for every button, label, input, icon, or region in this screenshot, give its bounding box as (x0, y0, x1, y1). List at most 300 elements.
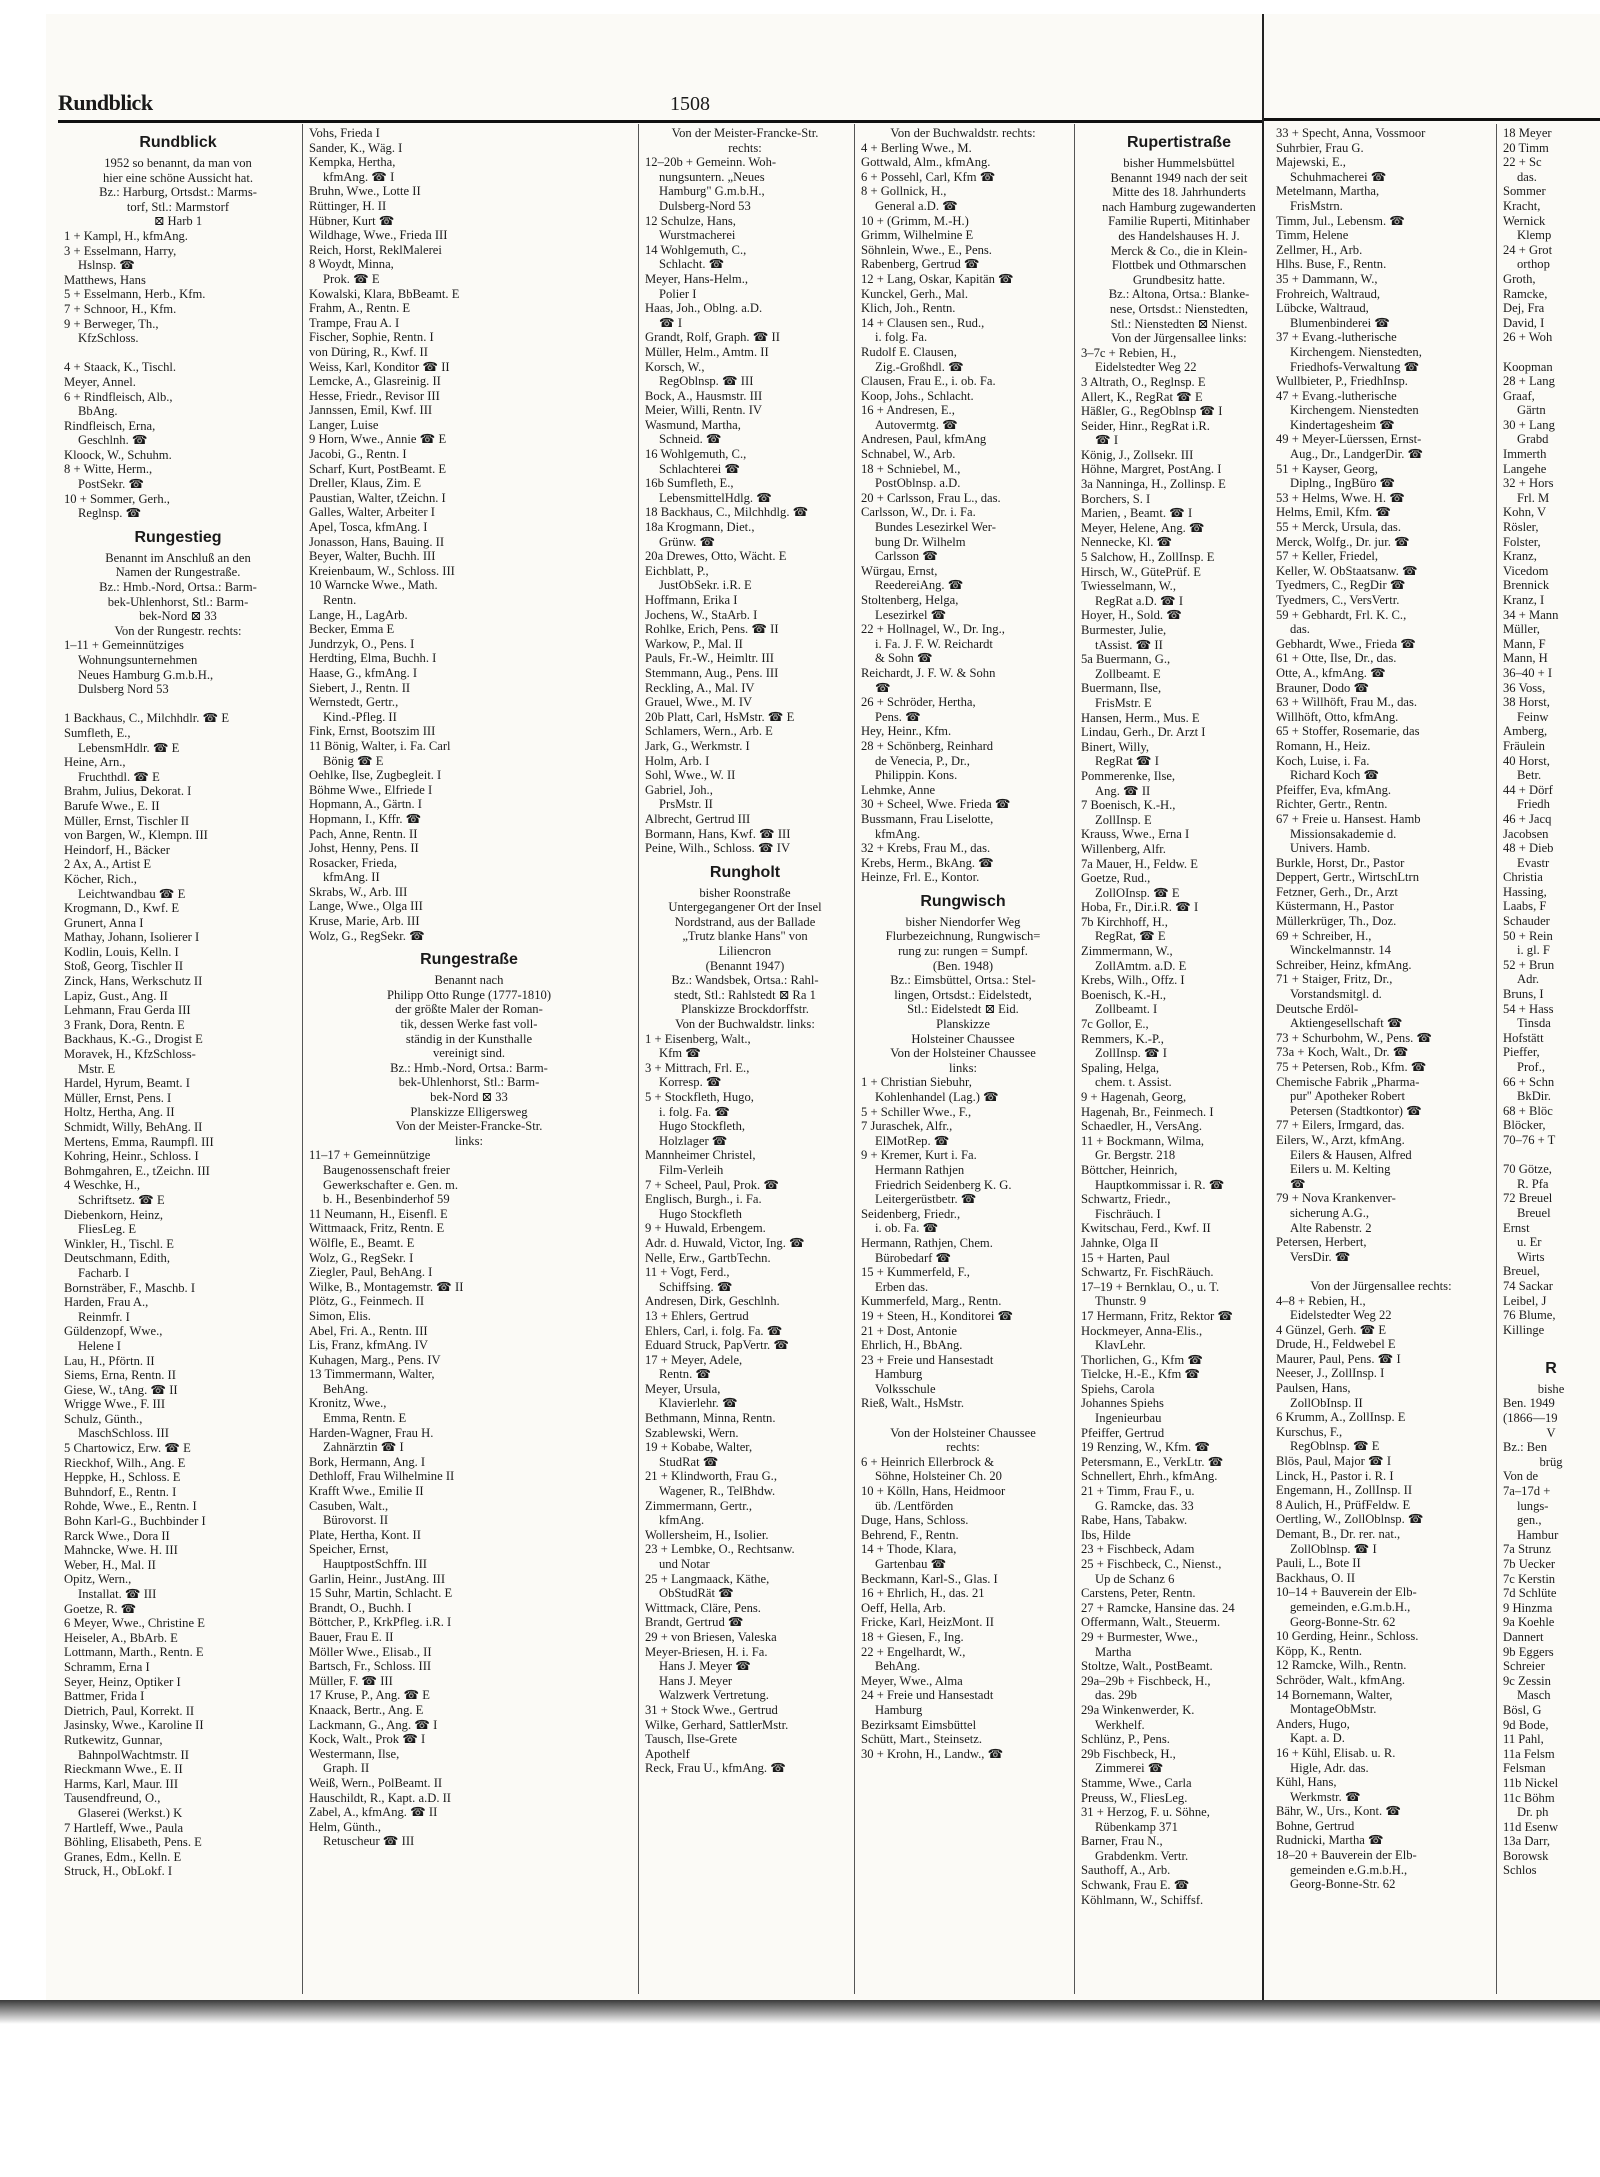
column-4 (854, 124, 1069, 1994)
directory-line: 5a Buermann, G., (1081, 652, 1171, 667)
directory-line: Koch, Luise, i. Fa. (1276, 753, 1370, 768)
directory-line: Müller, (1503, 622, 1540, 637)
directory-line: 37 + Evang.-lutherische (1276, 330, 1397, 345)
directory-line: Hugo Stockfleth, (659, 1119, 746, 1134)
directory-line: Kempka, Hertha, (309, 155, 396, 170)
directory-line: bishe (1537, 1381, 1565, 1396)
directory-line: Helm, Günth., (309, 1819, 382, 1834)
directory-line: 25 + Langmaack, Käthe, (645, 1571, 770, 1586)
directory-line: Mitte des 18. Jahrhunderts (1112, 185, 1246, 200)
directory-line: Kapt. a. D. (1290, 1731, 1345, 1746)
directory-line: 35 + Dammann, W., (1276, 271, 1378, 286)
directory-line: Dej, Fra (1503, 301, 1545, 316)
directory-line: Maurer, Paul, Pens. ☎ I (1276, 1351, 1401, 1366)
directory-line: Heine, Arn., (64, 755, 126, 770)
directory-line: Schwartz, Fr. FischRäuch. (1081, 1265, 1214, 1280)
directory-line: 44 + Dörf (1503, 782, 1553, 797)
directory-line: 48 + Dieb (1503, 841, 1554, 856)
directory-line: 17–19 + Bernklau, O., u. T. (1081, 1279, 1220, 1294)
directory-line: Casuben, Walt., (309, 1498, 389, 1513)
directory-line: Lübcke, Waltraud, (1276, 301, 1369, 316)
directory-line: Johst, Henny, Pens. II (309, 841, 419, 856)
directory-line: Köpp, K., Rentn. (1276, 1643, 1363, 1658)
directory-line: 47 + Evang.-lutherische (1276, 388, 1397, 403)
directory-line: 10 + Sommer, Gerh., (64, 491, 170, 506)
directory-line: Rudnicki, Martha ☎ (1276, 1833, 1384, 1848)
directory-line: Deutschmann, Edith, (64, 1251, 170, 1266)
directory-line: 5 + Esselmann, Herb., Kfm. (64, 287, 206, 302)
directory-line: kfmAng. (875, 826, 921, 841)
directory-line: Keller, W. ObStaatsanw. ☎ (1276, 563, 1418, 578)
directory-line: 69 + Schreiber, H., (1276, 928, 1372, 943)
directory-line: 6 + Heinrich Ellerbrock & (861, 1454, 994, 1469)
directory-line: 29 + Burmester, Wwe., (1081, 1629, 1198, 1644)
directory-line: Plate, Hertha, Kont. II (309, 1527, 421, 1542)
directory-line: Mstr. E (78, 1061, 116, 1076)
directory-line: Wernstedt, Gertr., (309, 695, 399, 710)
directory-line: Albrecht, Gertrud III (645, 811, 751, 826)
directory-line: Philipp Otto Runge (1777-1810) (386, 987, 552, 1002)
directory-line: Hauschildt, R., Kapt. a.D. II (309, 1790, 451, 1805)
directory-line: Klemp (1517, 228, 1552, 243)
directory-line: gemeinden e.G.m.b.H., (1290, 1862, 1408, 1877)
directory-line: Mann, F (1503, 636, 1546, 651)
directory-line: Siebert, J., Rentn. II (309, 680, 411, 695)
directory-line: Schnellert, Ehrh., kfmAng. (1081, 1469, 1218, 1484)
directory-line: 10 Warncke Wwe., Math. (309, 578, 438, 593)
directory-columns (58, 124, 1280, 1994)
directory-line: Neeser, J., ZollInsp. I (1276, 1366, 1385, 1381)
directory-line: ZollInsp. ☎ I (1095, 1046, 1168, 1061)
directory-line: Bezirksamt Eimsbüttel (861, 1717, 977, 1732)
directory-line: Kruse, Marie, Arb. III (309, 914, 420, 929)
directory-line: Langer, Luise (309, 417, 379, 432)
directory-line: 29a Winkenwerder, K. (1081, 1702, 1195, 1717)
directory-line: Remmers, K.-P., (1081, 1031, 1164, 1046)
directory-line: Abel, Fri. A., Rentn. III (309, 1323, 428, 1338)
directory-line: Lesezirkel ☎ (875, 607, 947, 622)
directory-line: Lindau, Gerh., Dr. Arzt I (1081, 725, 1206, 740)
directory-line: Rentn. ☎ (659, 1367, 712, 1382)
directory-line: links: (949, 1060, 977, 1075)
directory-line: Ingenieurbau (1095, 1411, 1162, 1426)
directory-line: Ziegler, Paul, BehAng. I (309, 1265, 433, 1280)
directory-line: Mathay, Johann, Isolierer I (64, 930, 200, 945)
directory-line: Feinw (1517, 709, 1549, 724)
directory-line: Grimm, Wilhelmine E (861, 228, 974, 243)
directory-line: Lemcke, A., Glasreinig. II (309, 374, 441, 389)
directory-line: Wittmaack, Fritz, Rentn. E (309, 1221, 445, 1236)
directory-line: Betr. (1517, 768, 1542, 783)
directory-line: Zig.-Großhdl. ☎ (875, 359, 964, 374)
directory-line: Bohmgahren, E., tZeichn. III (64, 1163, 210, 1178)
directory-line: Ben. 1949 (1503, 1396, 1555, 1411)
directory-line: rung zu: rungen = Sumpf. (898, 944, 1028, 959)
directory-line: kfmAng. ☎ I (323, 169, 395, 184)
directory-line: 21 + Dost, Antonie (861, 1323, 957, 1338)
directory-line: Binert, Willy, (1081, 739, 1150, 754)
directory-line: Pauls, Fr.-W., Heimltr. III (645, 651, 774, 666)
directory-line: 1952 so benannt, da man von (104, 156, 252, 170)
directory-line: Lackmann, G., Ang. ☎ I (309, 1717, 438, 1732)
directory-line: Brahm, Julius, Dekorat. I (64, 784, 192, 799)
directory-line: Jundrzyk, O., Pens. I (309, 636, 415, 651)
directory-line: 16 Wohlgemuth, C., (645, 447, 747, 462)
directory-line: Lange, Wwe., Olga III (309, 899, 423, 914)
directory-line: 11b Nickel (1503, 1775, 1559, 1790)
directory-line: Schiffsing. ☎ (659, 1279, 733, 1294)
street-heading: Rupertistraße (1126, 134, 1232, 151)
directory-line: 3–7c + Rebien, H., (1081, 345, 1177, 360)
directory-line: i. gl. F (1517, 943, 1550, 958)
directory-line: Fetzner, Gerh., Dr., Arzt (1276, 884, 1398, 899)
directory-line: 51 + Kayser, Georg, (1276, 461, 1378, 476)
directory-line: 27 + Ramcke, Hansine das. 24 (1081, 1600, 1235, 1615)
directory-line: Benannt im Anschluß an den (105, 550, 251, 565)
directory-line: Blumenbinderei ☎ (1290, 315, 1390, 330)
directory-line: Zimmermann, W., (1081, 944, 1173, 959)
directory-line: Müller, F. ☎ III (309, 1673, 393, 1688)
directory-line: 16 + Kühl, Elisab. u. R. (1276, 1745, 1396, 1760)
directory-line: 11c Böhm (1503, 1790, 1555, 1805)
directory-line: Krogmann, D., Kwf. E (64, 901, 180, 916)
directory-line: 71 + Staiger, Fritz, Dr., (1276, 972, 1393, 987)
directory-line: Englisch, Burgh., i. Fa. (645, 1192, 762, 1207)
directory-line: Kühl, Hans, (1276, 1775, 1337, 1790)
directory-line: ständig in der Kunsthalle (405, 1031, 533, 1046)
scan-bottom-shadow (0, 2000, 1600, 2024)
page-number: 1508 (670, 93, 710, 115)
directory-line: 3 + Esselmann, Harry, (64, 243, 177, 258)
directory-line: Winckelmannstr. 14 (1290, 943, 1391, 958)
directory-line: 1 Backhaus, C., Milchhdlr. ☎ E (64, 711, 230, 726)
directory-line: Beyer, Walter, Buchh. III (309, 549, 436, 564)
directory-line: Sumfleth, E., (64, 725, 131, 740)
directory-line: 9a Koehle (1503, 1615, 1555, 1630)
directory-line: torf, Stl.: Marmstorf (126, 199, 230, 214)
directory-line: Pauli, L., Bote II (1276, 1556, 1361, 1571)
directory-line: Winkler, H., Tischl. E (64, 1236, 174, 1251)
directory-line: 36 Voss, (1503, 680, 1546, 695)
directory-line: Hofstätt (1503, 1030, 1544, 1045)
directory-line: 9 + Berweger, Th., (64, 316, 159, 331)
directory-line: Brandt, Gertrud ☎ (645, 1615, 744, 1630)
directory-line: Hermann Rathjen (875, 1162, 965, 1177)
directory-line: Petersen, Herbert, (1276, 1235, 1367, 1250)
directory-line: Kohn, V (1503, 505, 1547, 520)
directory-line: Pfeiffer, Gertrud (1081, 1425, 1165, 1440)
directory-line: LebensmittelHdlg. ☎ (659, 490, 772, 505)
directory-line: Bz.: Eimsbüttel, Ortsa.: Stel- (890, 973, 1036, 988)
directory-line: Facharb. I (78, 1265, 130, 1280)
directory-line: Vorstandsmitgl. d. (1290, 987, 1382, 1002)
directory-line: 38 Horst, (1503, 695, 1550, 710)
directory-line: Planskizze (936, 1017, 990, 1032)
directory-line: Nordstrand, aus der Ballade (674, 914, 816, 929)
directory-line: BehAng. (875, 1659, 921, 1674)
directory-line: Tinsda (1517, 1016, 1551, 1031)
directory-line: Hans J. Meyer (659, 1673, 733, 1688)
directory-line: Zabel, A., kfmAng. ☎ II (309, 1805, 438, 1820)
directory-line: Helms, Emil, Kfm. ☎ (1276, 505, 1392, 520)
left-page (46, 14, 1290, 2000)
directory-line: 34 + Mann (1503, 607, 1559, 622)
directory-line: Schlachterei ☎ (659, 461, 741, 476)
directory-line: Vohs, Frieda I (309, 126, 380, 140)
directory-line: BehAng. (323, 1381, 369, 1396)
directory-line: 22 + Hollnagel, W., Dr. Ing., (861, 622, 1005, 637)
directory-line: 18 Backhaus, C., Milchhdlg. ☎ (645, 505, 809, 520)
directory-line: 55 + Merck, Ursula, das. (1276, 520, 1401, 535)
directory-line: 9 Horn, Wwe., Annie ☎ E (309, 432, 447, 447)
directory-line: Holzlager ☎ (659, 1133, 728, 1148)
directory-line: chem. t. Assist. (1095, 1075, 1172, 1090)
directory-line: ZollOInsp. ☎ E (1095, 885, 1180, 900)
directory-line: 12 Ramcke, Wilh., Rentn. (1276, 1658, 1407, 1673)
directory-line: i. folg. Fa. ☎ (659, 1104, 730, 1119)
directory-line: 29 + von Briesen, Valeska (645, 1629, 777, 1644)
directory-line: Battmer, Frida I (64, 1689, 145, 1704)
directory-line: Böttcher, Heinrich, (1081, 1162, 1178, 1177)
directory-line: 28 + Lang (1503, 374, 1555, 389)
directory-line: Emma, Rentn. E (323, 1411, 407, 1426)
directory-line: Preuss, W., FliesLeg. (1081, 1790, 1188, 1805)
directory-line: Eilers & Hausen, Alfred (1290, 1147, 1412, 1162)
directory-line: Frahm, A., Rentn. E (309, 301, 411, 316)
directory-line: Amberg, (1503, 724, 1548, 739)
directory-line: 10 + (Grimm, M.-H.) (861, 213, 969, 228)
directory-line: König, J., Zollsekr. III (1081, 447, 1194, 462)
directory-line: 32 + Hors (1503, 476, 1554, 491)
directory-line: Kurschus, F., (1276, 1424, 1343, 1439)
directory-line: Peine, Wilh., Schloss. ☎ IV (645, 841, 791, 856)
directory-line: Lottmann, Marth., Rentn. E (64, 1645, 204, 1660)
directory-line: Meier, Willi, Rentn. IV (645, 403, 762, 418)
directory-line: 4 Weschke, H., (64, 1178, 141, 1193)
directory-line: Speicher, Ernst, (309, 1542, 389, 1557)
directory-line: lingen, Ortsdst.: Eidelstedt, (894, 987, 1032, 1002)
directory-line: Dietrich, Paul, Korrekt. II (64, 1703, 195, 1718)
directory-line: Von der Holsteiner Chaussee (890, 1425, 1036, 1440)
directory-line: Autovermtg. ☎ (875, 417, 958, 432)
directory-line: Koop, Johs., Schlacht. (861, 388, 974, 403)
directory-line: Lehmke, Anne (861, 782, 936, 797)
directory-line: Giese, W., tAng. ☎ II (64, 1382, 178, 1397)
directory-line: 9 + Kremer, Kurt i. Fa. (861, 1148, 977, 1163)
directory-line: Schütt, Mart., Steinsetz. (861, 1732, 983, 1747)
directory-line: Granes, Edm., Kelln. E (64, 1849, 182, 1864)
directory-line: 7d Schlüte (1503, 1586, 1557, 1601)
directory-line: Breuel (1517, 1205, 1551, 1220)
directory-line: Ramcke, (1503, 286, 1548, 301)
directory-line: 7 + Scheel, Paul, Prok. ☎ (645, 1177, 780, 1192)
directory-line: Hslnsp. ☎ (78, 258, 135, 273)
directory-line: 9d Bode, (1503, 1717, 1549, 1732)
directory-line: Adr. d. Huwald, Victor, Ing. ☎ (645, 1235, 805, 1250)
directory-line: Pieffer, (1503, 1045, 1540, 1060)
directory-line: 46 + Jacq (1503, 811, 1552, 826)
directory-line: Mannheimer Christel, (645, 1148, 756, 1163)
directory-line: Thorlichen, G., Kfm ☎ (1081, 1352, 1204, 1367)
directory-line: Böttcher, P., KrkPfleg. i.R. I (309, 1615, 452, 1630)
directory-line: Majewski, E., (1276, 155, 1346, 170)
directory-line: Zinck, Hans, Werkschutz II (64, 974, 203, 989)
directory-line: Glaserei (Werkst.) K (78, 1805, 183, 1820)
directory-line: Schreier (1503, 1659, 1545, 1674)
directory-line: 19 Renzing, W., Kfm. ☎ (1081, 1440, 1211, 1455)
directory-line: Haas, Joh., Oblng. a.D. (645, 301, 763, 316)
directory-line: Skrabs, W., Arb. III (309, 884, 408, 899)
directory-line: Bock, A., Hausmstr. III (645, 388, 763, 403)
directory-line (1276, 1264, 1486, 1279)
directory-line: Stoltenberg, Helga, (861, 593, 959, 607)
directory-line: Meyer, Ursula, (645, 1381, 721, 1396)
directory-line: Graaf, (1503, 388, 1535, 403)
directory-line: Diplng., IngBüro ☎ (1290, 476, 1396, 491)
directory-line: David, I (1503, 315, 1545, 330)
directory-line: von Düring, R., Kwf. II (309, 344, 428, 359)
directory-line: Buermann, Ilse, (1081, 681, 1162, 696)
directory-line: Willhöft, Otto, kfmAng. (1276, 709, 1399, 724)
directory-line: 28 + Schönberg, Reinhard (861, 738, 994, 753)
directory-line: ObStudRät ☎ (659, 1586, 734, 1601)
directory-line: Harms, Karl, Maur. III (64, 1776, 179, 1791)
directory-line: Barner, Frau N., (1081, 1834, 1163, 1849)
directory-line: 7 Boenisch, K.-H., (1081, 798, 1176, 813)
directory-line: 7a Mauer, H., Feldw. E (1081, 856, 1198, 871)
directory-line: 4 + Staack, K., Tischl. (64, 360, 177, 375)
directory-line: Ibs, Hilde (1081, 1527, 1131, 1542)
directory-line: 19 + Kobabe, Walter, (645, 1440, 753, 1455)
directory-line: Wilke, Gerhard, SattlerMstr. (645, 1717, 789, 1732)
directory-line: Meyer, Annel. (64, 374, 136, 389)
directory-line: 3 Altrath, O., Reglnsp. E (1081, 374, 1206, 389)
directory-line: bisher Hummelsbüttel (1123, 156, 1235, 170)
directory-line: Von der Meister-Francke-Str. (671, 126, 819, 140)
directory-line: Aktiengesellschaft ☎ (1290, 1016, 1403, 1031)
directory-line: Christia (1503, 870, 1543, 885)
directory-line: 54 + Hass (1503, 1001, 1554, 1016)
directory-line: ☎ I (659, 315, 683, 330)
directory-line: Kranz, (1503, 549, 1537, 564)
directory-line: 57 + Keller, Friedel, (1276, 549, 1379, 564)
directory-line: 15 Suhr, Martin, Schlacht. E (309, 1586, 453, 1601)
directory-line: Ehlers, Carl, i. folg. Fa. ☎ (645, 1323, 783, 1338)
directory-line: 75 + Petersen, Rob., Kfm. ☎ (1276, 1060, 1427, 1074)
directory-line: FrisMstrn. (1290, 198, 1343, 213)
directory-line: Reck, Frau U., kfmAng. ☎ (645, 1761, 786, 1776)
directory-line: Pfeiffer, Eva, kfmAng. (1276, 782, 1392, 797)
directory-line: G. Ramcke, das. 33 (1095, 1498, 1194, 1513)
directory-line: Tyedmers, C., RegDir ☎ (1276, 578, 1406, 593)
directory-line: Schröder, Walt., kfmAng. (1276, 1672, 1406, 1687)
directory-line: Fischräuch. I (1095, 1206, 1161, 1221)
directory-line: Von der Jürgensallee links: (1111, 331, 1247, 346)
directory-line: Anders, Hugo, (1276, 1716, 1350, 1731)
directory-line: Korresp. ☎ (659, 1075, 722, 1090)
street-heading: Rungwisch (920, 892, 1006, 910)
directory-line: Wullbieter, P., FriedhInsp. (1276, 374, 1408, 389)
directory-line: Stl.: Nienstedten ⊠ Nienst. (1110, 316, 1248, 331)
directory-line: Hermann, Rathjen, Chem. (861, 1235, 993, 1250)
street-heading: Rungestieg (134, 528, 222, 546)
directory-line: Kfm ☎ (659, 1046, 701, 1061)
directory-line: 15 + Kummerfeld, F., (861, 1265, 970, 1280)
directory-line: Meyer, Hans-Helm., (645, 271, 749, 286)
directory-line: Hans J. Meyer ☎ (659, 1659, 751, 1674)
directory-line: Rentn. (323, 593, 357, 607)
directory-line: VersDir. ☎ (1290, 1249, 1351, 1264)
directory-line: Wasmund, Martha, (645, 417, 741, 432)
directory-line: Burkle, Horst, Dr., Pastor (1276, 855, 1405, 870)
directory-line: BahnpolWachtmstr. II (78, 1747, 189, 1762)
directory-line: Klavierlehr. ☎ (659, 1396, 738, 1411)
directory-line: Oeff, Hella, Arb. (861, 1600, 946, 1615)
directory-line: Hesse, Friedr., Revisor III (309, 388, 440, 403)
directory-line: Brauner, Dodo ☎ (1276, 680, 1370, 695)
directory-line: Willenberg, Alfr. (1081, 841, 1166, 856)
directory-line: 21 + Timm, Frau F., u. (1081, 1484, 1195, 1499)
directory-line: Böhling, Elisabeth, Pens. E (64, 1835, 202, 1850)
directory-line: Film-Verleih (659, 1162, 724, 1177)
directory-line: Petersmann, E., VerkLtr. ☎ (1081, 1454, 1224, 1469)
directory-line: Bz.: Ben (1503, 1440, 1548, 1455)
directory-line: 7a Strunz (1503, 1542, 1551, 1557)
directory-line: Leitergerüstbetr. ☎ (875, 1192, 977, 1207)
directory-line: 16b Sumfleth, E., (645, 476, 734, 491)
directory-line: 63 + Willhöft, Frau M., das. (1276, 695, 1418, 710)
directory-line: 11d Esenw (1503, 1819, 1559, 1834)
directory-line: Galles, Walter, Arbeiter I (309, 505, 435, 520)
directory-line: Familie Ruperti, Mitinhaber (1108, 214, 1250, 229)
directory-line: brüg (1539, 1454, 1563, 1469)
column-3 (638, 124, 849, 1994)
directory-line: Hassing, (1503, 884, 1547, 899)
directory-line: 29a–29b + Fischbeck, H., (1081, 1673, 1211, 1688)
directory-line: Becker, Emma E (309, 622, 395, 637)
directory-line: Rindfleisch, Erna, (64, 418, 156, 433)
directory-line: 53 + Helms, Wwe. H. ☎ (1276, 490, 1405, 505)
directory-line: Rieß, Walt., HsMstr. (861, 1396, 965, 1411)
directory-line: Grundbesitz hatte. (1132, 272, 1226, 287)
directory-line: Boenisch, K.-H., (1081, 987, 1166, 1002)
directory-line: Kunckel, Gerh., Mal. (861, 286, 969, 301)
directory-line: Schlünz, P., Pens. (1081, 1732, 1170, 1747)
directory-line: 16 + Andresen, E., (861, 403, 955, 418)
directory-line: Spaling, Helga, (1081, 1060, 1159, 1075)
directory-line: Ernst (1503, 1220, 1530, 1235)
directory-line: Groth, (1503, 271, 1536, 286)
directory-line: Rieckhof, Wilh., Ang. E (64, 1455, 186, 1470)
directory-line: 14 + Thode, Klara, (861, 1542, 957, 1557)
directory-line: Gärtn (1517, 403, 1546, 418)
directory-line: Müller, Ernst, Tischler II (64, 813, 190, 828)
directory-line: „Trutz blanke Hans" von (682, 929, 808, 944)
directory-line: 7b Kirchhoff, H., (1081, 914, 1168, 929)
directory-line: Böhme Wwe., Elfriede I (309, 782, 433, 797)
directory-line: Martha (1095, 1644, 1132, 1659)
directory-line: Friedhofs-Verwaltung ☎ (1290, 359, 1420, 374)
directory-line: Grunert, Anna I (64, 915, 144, 930)
directory-line: Westermann, Ilse, (309, 1746, 400, 1761)
directory-line: Lange, H., LagArb. (309, 607, 408, 622)
directory-line: Rarck Wwe., Dora II (64, 1528, 170, 1543)
directory-line: u. Er (1517, 1235, 1542, 1250)
directory-line: 30 + Lang (1503, 417, 1555, 432)
directory-line: Trampe, Frau A. I (309, 315, 400, 330)
directory-line: Dr. ph (1517, 1805, 1549, 1820)
directory-line: 7 Hartleff, Wwe., Paula (64, 1820, 184, 1835)
